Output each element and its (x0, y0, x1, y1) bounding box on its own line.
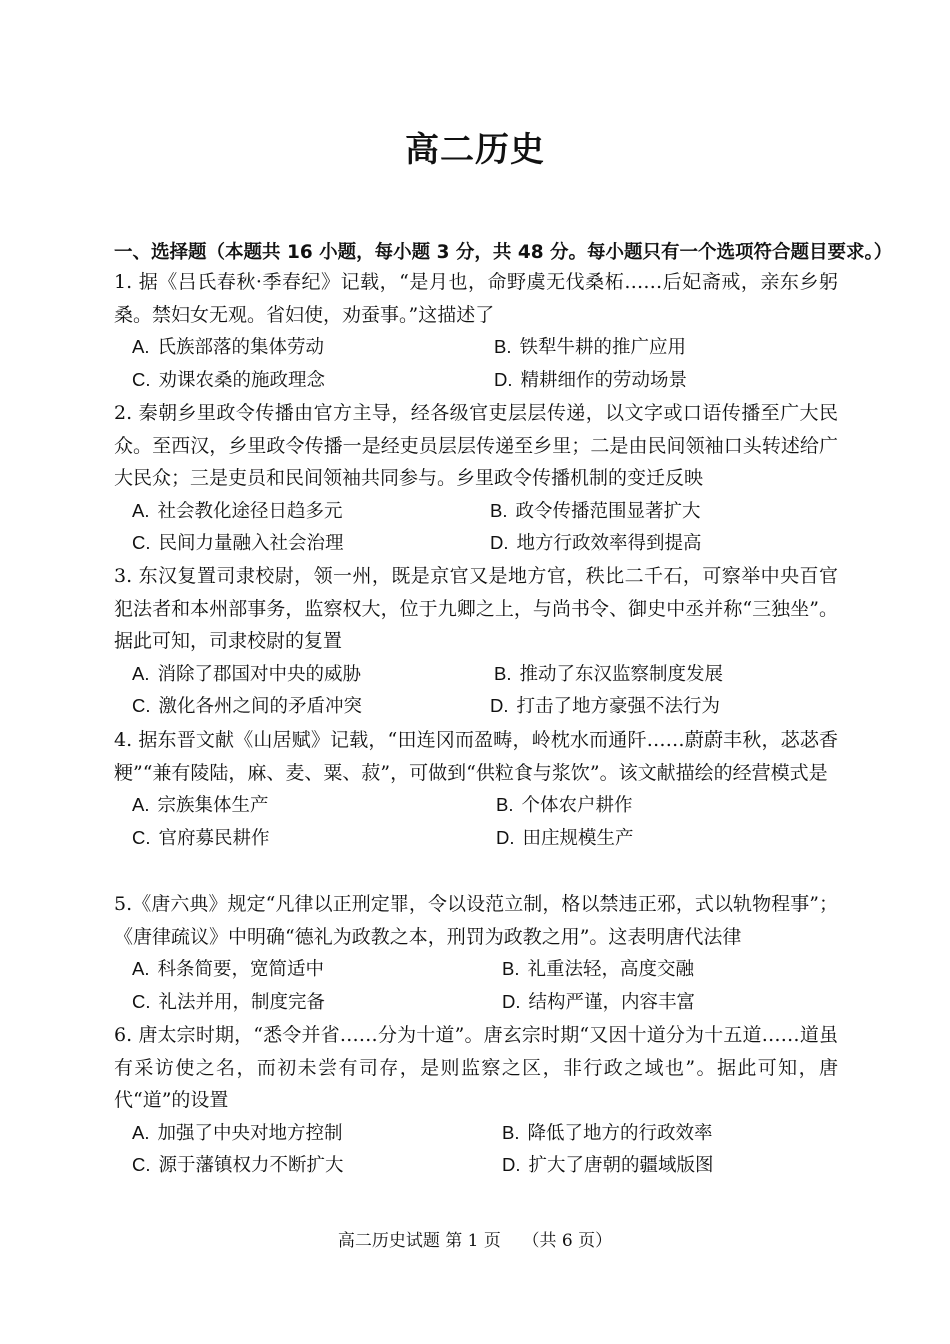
options (114, 495, 838, 560)
option-b: B. 推动了东汉监察制度发展 (494, 662, 723, 685)
option-c: C. 源于藩镇权力不断扩大 (132, 1154, 344, 1176)
question-stem: 据《吕氏春秋·季春纪》记载，“是月也，命野虞无伐桑柘……后妃斋戒，亲东乡躬桑。禁妇女无观。省妇使，劝蚕事。”这描述了 (114, 271, 838, 326)
question-text (114, 266, 838, 331)
question-2 (114, 397, 838, 560)
option-d: D. 结构严谨，内容丰富 (502, 990, 696, 1013)
question-stem: 唐太宗时期，“悉令并省……分为十道”。唐玄宗时期“又因十道分为十五道……道虽有采访使之名，而初未尝有司存，是则监察之区，非行政之域也”。据此可知，唐代“道”的设置 (114, 1024, 838, 1111)
question-text (114, 724, 838, 789)
question-stem: 东汉复置司隶校尉，领一州，既是京官又是地方官，秩比二千石，可察举中央百官犯法者和本州部事务，监察权大，位于九卿之上，与尚书令、御史中丞并称“三独坐”。据此可知，司隶校尉的复置 (114, 565, 838, 652)
question-stem: 据东晋文献《山居赋》记载，“田连冈而盈畴，岭枕水而通阡……蔚蔚丰秋，苾苾香粳”“兼有陵陆，麻、麦、粟、菽”，可做到“供粒食与浆饮”。该文献描绘的经营模式是 (114, 729, 838, 784)
option-d: D. 打击了地方豪强不法行为 (490, 695, 721, 717)
option-d: D. 地方行政效率得到提高 (490, 532, 702, 554)
option-b: B. 礼重法轻，高度交融 (502, 958, 694, 980)
option-a: A. 氏族部落的集体劳动 (132, 336, 324, 358)
option-d: D. 田庄规模生产 (496, 826, 634, 849)
options (114, 1117, 838, 1182)
options (114, 658, 838, 723)
option-a: A. 加强了中央对地方控制 (132, 1121, 343, 1144)
option-c: C. 官府募民耕作 (132, 826, 270, 849)
option-d: D. 扩大了唐朝的疆域版图 (502, 1154, 714, 1176)
question-number: 6. (114, 1024, 133, 1046)
option-d: D. 精耕细作的劳动场景 (494, 368, 688, 391)
question-3 (114, 560, 838, 723)
question-number: 1. (114, 271, 133, 293)
question-stem: 《唐六典》规定“凡律以正刑定罪，令以设范立制，格以禁违正邪，式以轨物程事”；《唐律疏议》中明确“德礼为政教之本，刑罚为政教之用”。这表明唐代法律 (114, 893, 838, 948)
option-c: C. 礼法并用，制度完备 (132, 990, 326, 1013)
option-b: B. 降低了地方的行政效率 (502, 1121, 713, 1144)
option-c: C. 民间力量融入社会治理 (132, 532, 344, 554)
option-a: A. 消除了郡国对中央的威胁 (132, 662, 361, 685)
options (114, 789, 838, 854)
section-heading: 一、选择题（本题共 16 小题，每小题 3 分，共 48 分。每小题只有一个选项符合题目要求。） (114, 242, 893, 263)
question-text (114, 560, 838, 658)
option-b: B. 政令传播范围显著扩大 (490, 499, 701, 522)
options (114, 331, 838, 396)
option-b: B. 铁犁牛耕的推广应用 (494, 336, 686, 358)
question-number: 4. (114, 729, 133, 751)
question-5 (114, 888, 838, 1018)
question-stem: 秦朝乡里政令传播由官方主导，经各级官吏层层传递，以文字或口语传播至广大民众。至西汉，乡里政令传播一是经吏员层层传递至乡里；二是由民间领袖口头转述给广大民众；三是吏员和民间领袖共同参与。乡里政令传播机制的变迁反映 (114, 402, 838, 489)
question-number: 3. (114, 565, 133, 587)
question-4 (114, 724, 838, 854)
option-b: B. 个体农户耕作 (496, 794, 633, 816)
option-c: C. 激化各州之间的矛盾冲突 (132, 695, 363, 717)
question-text (114, 1019, 838, 1117)
options (114, 953, 838, 1018)
question-6 (114, 1019, 838, 1182)
page-footer: 高二历史试题 第 1 页 （共 6 页） (337, 1231, 613, 1251)
question-text (114, 888, 838, 953)
option-a: A. 科条简要，宽简适中 (132, 958, 324, 980)
question-number: 2. (114, 402, 133, 424)
option-a: A. 宗族集体生产 (132, 794, 269, 816)
question-text (114, 397, 838, 495)
option-a: A. 社会教化途径日趋多元 (132, 499, 343, 522)
question-1 (114, 266, 838, 396)
page-title: 高二历史 (405, 130, 545, 170)
option-c: C. 劝课农桑的施政理念 (132, 368, 326, 391)
question-number: 5. (114, 893, 133, 915)
